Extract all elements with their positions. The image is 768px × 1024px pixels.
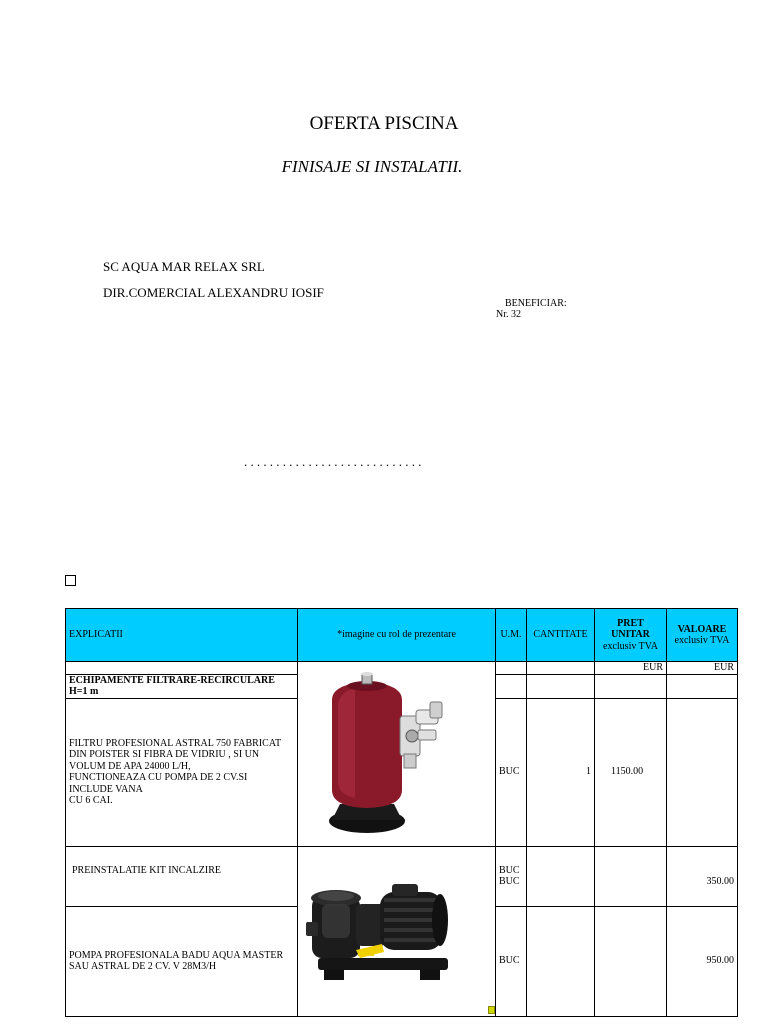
checkbox-icon[interactable] [65,575,76,586]
row-description: PREINSTALATIE KIT INCALZIRE [66,846,298,906]
row-um: BUC [496,906,527,1016]
header-explicatii: EXPLICATII [66,609,298,662]
beneficiary-label: BENEFICIAR: [505,298,567,309]
row-cantitate [527,906,595,1016]
row-description [66,698,298,846]
row-valoare: 350.00 [667,846,738,906]
um-line: BUC [499,876,520,887]
dotted-line: ............................ [244,454,425,469]
row-um: BUC [496,698,527,846]
row-description [66,906,298,1016]
description-line: INCLUDE VANA [69,783,143,795]
row-valoare: 950.00 [667,906,738,1016]
description-line: DIN POISTER SI FIBRA DE VIDRIU , SI UN [69,749,260,760]
company-name: SC AQUA MAR RELAX SRL [103,259,265,274]
row-pret [595,906,667,1016]
header-valoare-line2: exclusiv TVA [674,635,730,646]
header-pret-unitar [595,609,667,662]
header-cantitate: CANTITATE [527,609,595,662]
currency-row [66,662,738,675]
description-line: FUNCTIONEAZA CU POMPA DE 2 CV.SI [69,772,248,783]
row-cantitate: 1 [527,698,595,846]
document-subtitle: FINISAJE SI INSTALATII. [281,157,463,176]
offer-number: Nr. 32 [496,309,521,320]
header-pret-line3: exclusiv TVA [603,640,658,652]
section-title-line1: ECHIPAMENTE FILTRARE-RECIRCULARE [69,674,275,686]
sand-filter-image [300,670,466,840]
pool-pump-image [300,878,466,988]
header-pret-line2: UNITAR [611,629,650,641]
um-line: BUC [499,864,520,876]
row-um [496,846,527,906]
description-line: POMPA PROFESIONALA BADU AQUA MASTER [69,949,284,961]
table-header-row [66,609,738,662]
header-valoare-line1: VALOARE [677,623,727,635]
description-line: SAU ASTRAL DE 2 CV. V 28M3/H [69,961,217,972]
marker-icon [488,1006,495,1014]
description-line: CU 6 CAI. [69,795,113,806]
offer-table [65,608,738,1017]
header-pret-line1: PRET [617,617,644,629]
currency-pret: EUR [595,662,667,675]
table-row [66,846,738,906]
row-pret: 1150.00 [595,698,667,846]
header-um: U.M. [496,609,527,662]
row-cantitate [527,846,595,906]
row-valoare [667,698,738,846]
currency-valoare: EUR [667,662,738,675]
header-valoare [667,609,738,662]
description-line: FILTRU PROFESIONAL ASTRAL 750 FABRICAT [69,737,282,749]
filter-image-cell [298,662,496,847]
header-imagine: *imagine cu rol de prezentare [298,609,496,662]
section-title [66,674,298,698]
document-title: OFERTA PISCINA [309,113,459,134]
description-line: VOLUM DE APA 24000 L/H, [69,760,191,772]
row-pret [595,846,667,906]
pump-image-cell [298,846,496,1016]
commercial-director: DIR.COMERCIAL ALEXANDRU IOSIF [103,285,324,300]
section-title-line2: H=1 m [69,686,99,697]
